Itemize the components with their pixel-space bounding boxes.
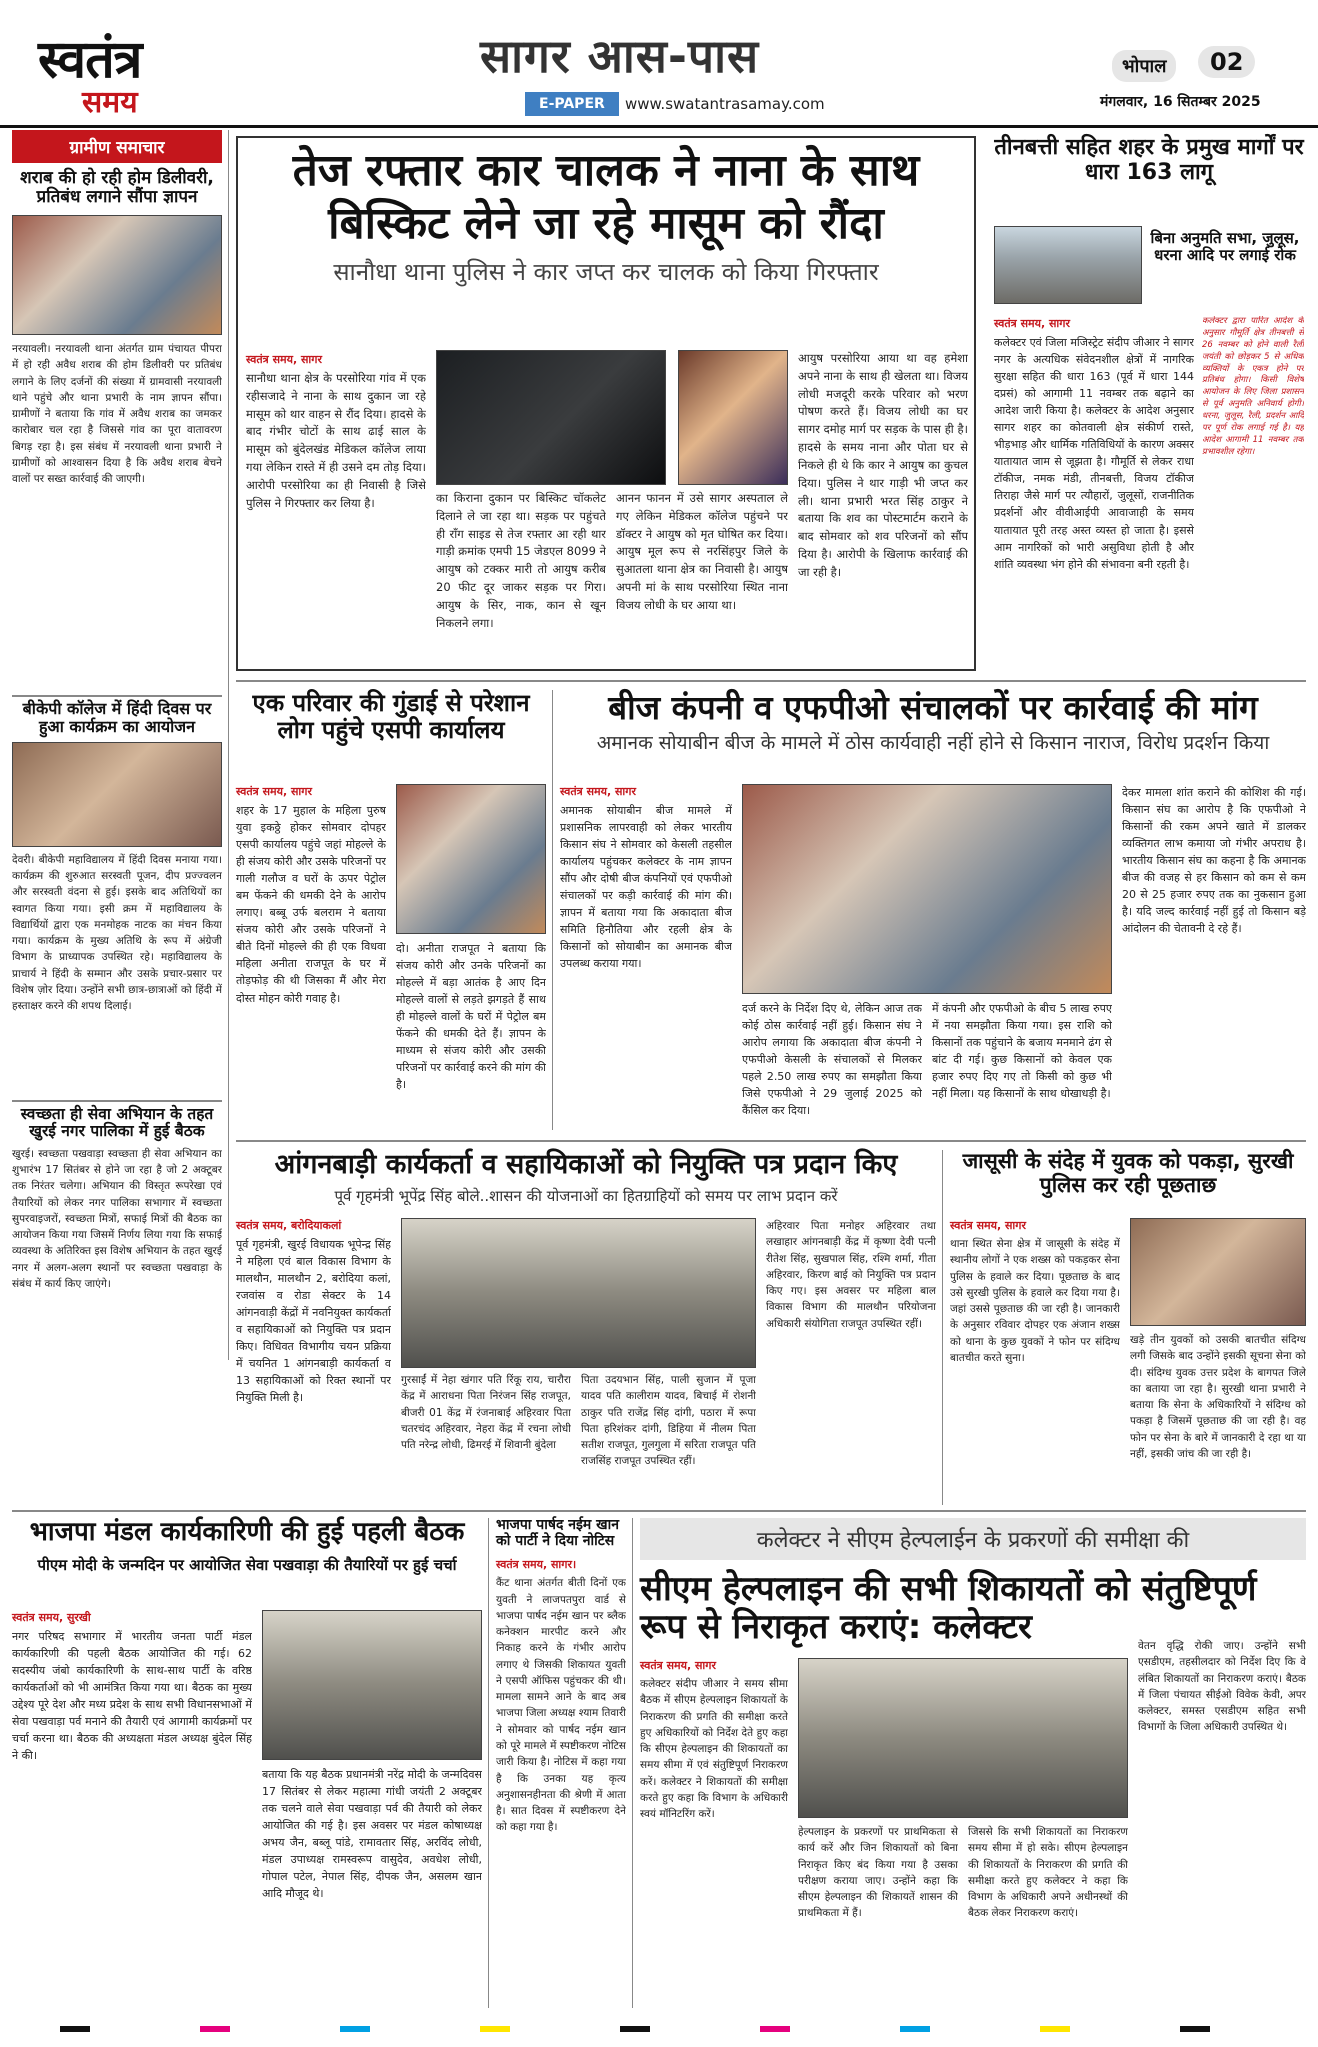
divider: [236, 1140, 1306, 1142]
section-title: सागर आस-पास: [480, 29, 760, 83]
byline: स्वतंत्र समय, सागर: [950, 1219, 1026, 1232]
section-tag: कलेक्टर ने सीएम हेल्पलाईन के प्रकरणों की समीक्षा की: [640, 1518, 1306, 1560]
headline: सीएम हेल्पलाइन की सभी शिकायतों को संतुष्टिपूर्ण रूप से निराकृत कराएं: कलेक्टर: [640, 1569, 1257, 1648]
accident-car-photo: [436, 350, 666, 485]
article-body: नरयावली। नरयावली थाना अंतर्गत ग्राम पंचायत पीपरा में हो रही अवैध शराब की होम डिलीवरी पर प्रतिबंध लगाने के लिए दर्जनों की संख्या में ग्रामवासी नरयावली थाने पहुंचे और थाना प्रभारी के नाम ज्ञापन सौंपा। ग्रामीणों ने बताया कि गांव में अवैध शराब का जमकर कारोबार चल रहा है जिससे गांव का पूरा वातावरण बिगड़ रहा है। इस संबंध में नरयावली थाना प्रभारी ने ग्रामीणों को आश्वासन दिया है कि अवैध शराब बेचने वालों पर सख्त कार्रवाई की जाएगी।: [12, 343, 222, 486]
councillor-notice-block: [496, 1518, 626, 2008]
byline: स्वतंत्र समय, सुरखी: [12, 1611, 91, 1624]
print-registration-strip: [0, 2012, 1318, 2047]
column-rule: [552, 690, 553, 1130]
article-body-col-1: सानौधा थाना क्षेत्र के परसोरिया गांव में एक रहीसजादे ने नाना के साथ दुकान जा रहे मासूम को थार वाहन से रौंद दिया। हादसे के बाद गंभीर चोटों के साथ ढाई साल के मासूम को बुंदेलखंड मेडिकल कॉलेज लाया गया लेकिन रास्ते में ही उसने दम तोड़ दिया। आरोपी परसोरिया का ही निवासी है जिसे पुलिस ने गिरफ्तार कर लिया है।: [246, 371, 426, 510]
byline: स्वतंत्र समय, सागर: [246, 353, 322, 366]
column-rule: [228, 130, 229, 1360]
protest-crowd-photo: [396, 784, 546, 934]
side-headline: बिना अनुमति सभा, जुलूस, धरना आदि पर लगाई रोक: [1150, 229, 1300, 264]
sp-office-block: [236, 690, 546, 1135]
anganwadi-block: [236, 1150, 936, 1505]
article-body-col-1: नगर परिषद सभागार में भारतीय जनता पार्टी मंडल कार्यकारिणी की पहली बैठक आयोजित की गई। 62 सदस्यीय जंबो कार्यकारिणी के साथ-साथ पार्टी के वरिष्ठ कार्यकर्ताओं को भी आमंत्रित किया गया था। बैठक का मुख्य उद्देश्य पूरे देश और मध्य प्रदेश के साथ सभी विधानसभाओं में सेवा पखवाड़ा पर्व मनाने की तैयारी एवं आगामी कार्यक्रमों पर चर्चा करना था। बैठक की अध्यक्षता मंडल अध्यक्ष बुंदेल सिंह ने की।: [12, 1630, 252, 1763]
article-body-col-2: दो। अनीता राजपूत ने बताया कि संजय कोरी और उनके परिजनों का मोहल्ले में बड़ा आतंक है आए दिन मोहल्ले वालों से लड़ते झगड़ते हैं साथ ही मोहल्ले वालों के घरों में पेट्रोल बम फेंकने की धमकी देते हैं। ज्ञापन के माध्यम से संजय कोरी और उसकी परिजनों पर कार्रवाई करने की मांग की है।: [396, 942, 546, 1092]
headline: आंगनबाड़ी कार्यकर्ता व सहायिकाओं को नियुक्ति पत्र प्रदान किए: [274, 1149, 898, 1180]
subheadline: सानौधा थाना पुलिस ने कार जप्त कर चालक को किया गिरफ्तार: [333, 257, 879, 286]
review-meeting-photo: [798, 1658, 1128, 1818]
website-link[interactable]: www.swatantrasamay.com: [625, 95, 825, 113]
divider: [236, 680, 1306, 682]
article-body-col-4: देकर मामला शांत कराने की कोशिश की गई। किसान संघ का आरोप है कि एफपीओ ने किसानों की रकम अपने खाते में डालकर व्यक्तिगत लाभ कमाया जो गंभीर अपराध है। भारतीय किसान संघ का कहना है कि अमानक बीज की वजह से हर किसान को कम से कम 20 से 25 हजार रुपए तक का नुकसान हुआ है। यदि जल्द कार्रवाई नहीं हुई तो किसान बड़े आंदोलन की चेतावनी दे रहे हैं।: [1122, 786, 1306, 936]
article-body-col-2: दर्ज करने के निर्देश दिए थे, लेकिन आज तक कोई ठोस कार्रवाई नहीं हुई। किसान संघ ने आरोप लगाया कि अकादाता बीज कंपनी ने एफपीओ केसली के संचालकों से मिलकर पहले 2.50 लाख रुपए का समझौता किया जिसे एफपीओ ने 29 जुलाई 2025 को कैंसिल कर दिया।: [742, 1002, 922, 1118]
issue-date: मंगलवार, 16 सितम्बर 2025: [1100, 94, 1261, 110]
subheadline: अमानक सोयाबीन बीज के मामले में ठोस कार्यवाही नहीं होने से किसान नाराज, विरोध प्रदर्शन किया: [596, 731, 1270, 754]
byline: स्वतंत्र समय, सागर: [560, 785, 636, 798]
column-rule: [632, 1518, 633, 2008]
article-body-col-1: कलेक्टर संदीप जीआर ने समय सीमा बैठक में सीएम हेल्पलाइन शिकायतों के निराकरण की प्रगति की समीक्षा करते हुए अधिकारियों को निर्देश देते हुए कहा कि सीएम हेल्पलाइन की शिकायतों का समय सीमा में एवं संतुष्टिपूर्ण निराकरण करें। कलेक्टर ने शिकायतों की समीक्षा करते हुए कहा कि विभाग के अधिकारी स्वयं मॉनिटरिंग करें।: [640, 1678, 788, 1821]
rural-news-block: [12, 130, 222, 686]
byline: स्वतंत्र समय, सागर।: [496, 1558, 577, 1572]
section-tag: ग्रामीण समाचार: [12, 130, 222, 163]
byline: स्वतंत्र समय, सागर: [236, 785, 312, 798]
logo-bottom-text: समय: [82, 85, 138, 120]
article-body-col-2: खड़े तीन युवकों को उसकी बातचीत संदिग्ध लगी जिसके बाद उन्होंने इसकी सूचना सेना को दी। संदिग्ध युवक उत्तर प्रदेश के बागपत जिले का बताया जा रहा है। सुरखी थाना प्रभारी ने बताया कि सेना के अधिकारियों ने संदिग्ध को पकड़ा है जिसमें पूछताछ की जा रही है। वह फोन पर सेना के बारे में जानकारी दे रहा था या नहीं, इसकी जांच की जा रही है।: [1130, 1334, 1306, 1460]
divider: [12, 695, 222, 697]
masthead: [0, 0, 1318, 128]
byline: स्वतंत्र समय, सागर: [640, 1659, 716, 1672]
victim-child-photo: [678, 350, 788, 485]
article-body-col-3: पिता उदयभान सिंह, पाली सुजान में पूजा यादव पति कालीराम यादव, बिचाई में रोशनी ठाकुर पति राजेंद्र सिंह दांगी, पठारा में रूपा पिता हरिशंकर दांगी, डिहिया में नीलम पिता सतीश राजपूत, गुलगुला में सरिता राजपूत पति राजसिंह राजपूत उपस्थित रहीं।: [581, 1374, 756, 1468]
article-body-col-4: आयुष परसोरिया आया था वह हमेशा अपने नाना के साथ ही खेलता था। विजय लोधी मजदूरी करके परिवार को भरण पोषण करते हैं। विजय लोधी का घर सागर दमोह मार्ग पर सड़क के पास ही है। हादसे के समय नाना और पोता घर से निकले ही थे कि कार ने आयुष का कुचल दिया। पुलिस ने थार गाड़ी भी जप्त कर ली। थाना प्रभारी भरत सिंह ठाकुर ने बताया कि शव का पोस्टमार्टम कराने के बाद सोमवार को शव परिजनों को सौंप दिया है। आरोपी के खिलाफ कार्रवाई की जा रही है।: [798, 351, 968, 579]
headline: स्वच्छता ही सेवा अभियान के तहत खुरई नगर पालिका में हुई बैठक: [20, 1105, 214, 1141]
headline: भाजपा पार्षद नईम खान को पार्टी ने दिया नोटिस: [496, 1517, 620, 1549]
order-note: कलेक्टर द्वारा पारित आदेश के अनुसार गौमूर्ति क्षेत्र तीनबत्ती से 26 नवम्बर को होने वाली रैली जयंती को छोड़कर 5 से अधिक व्यक्तियों के एकत्र होने पर प्रतिबंध होगा। किसी विशेष आयोजन के लिए जिला प्रशासन से पूर्व अनुमति अनिवार्य होगी। धरना, जुलूस, रैली, प्रदर्शन आदि पर पूर्ण रोक लगाई गई है। यह आदेश आगामी 11 नवम्बर तक प्रभावशील रहेगा।: [1202, 316, 1304, 457]
market-street-photo: [994, 226, 1142, 304]
page-number: 02: [1198, 46, 1255, 78]
article-body: देवरी। बीकेपी महाविद्यालय में हिंदी दिवस मनाया गया। कार्यक्रम की शुरुआत सरस्वती पूजन, दीप प्रज्ज्वलन और सरस्वती वंदना से हुई। इसके बाद अतिथियों का स्वागत किया गया। इसी क्रम में महाविद्यालय के विद्यार्थियों द्वारा एक मनमोहक नाटक का मंचन किया गया। कार्यक्रम के मुख्य अतिथि के रूप में अंग्रेजी विभाग के प्राध्यापक उपस्थित रहे। महाविद्यालय के प्राचार्य ने हिंदी के सम्मान और उसके प्रचार-प्रसार पर विशेष ज़ोर दिया। उन्होंने सभी छात्र-छात्राओं को हिंदी में हस्ताक्षर करने की शपथ दिलाई।: [12, 853, 222, 1013]
police-station-photo: [1130, 1218, 1306, 1326]
subheadline: पीएम मोदी के जन्मदिन पर आयोजित सेवा पखवाड़ा की तैयारियों पर हुई चर्चा: [37, 1556, 457, 1575]
headline-line-1: तेज रफ्तार कार चालक ने नाना के साथ: [292, 145, 920, 196]
article-body-col-3: में कंपनी और एफपीओ के बीच 5 लाख रुपए में नया समझौता किया गया। इस राशि को किसानों तक पहुंचाने के बजाय मनमाने ढंग से बांट दी गई। कुछ किसानों को केवल एक हजार रुपए दिए गए तो किसी को कुछ भी नहीं मिला। यह किसानों के साथ धोखाधड़ी है।: [932, 1002, 1112, 1101]
spy-suspect-block: [950, 1150, 1306, 1505]
article-body-col-3: जिससे कि सभी शिकायतों का निराकरण समय सीमा में हो सके। सीएम हेल्पलाइन की शिकायतों के निराकरण की प्रगति की समीक्षा करते हुए कलेक्टर ने कहा कि विभाग के अधिकारी अपने अधीनस्थों की बैठक लेकर निराकरण कराएं।: [968, 1826, 1128, 1920]
swachhta-news-block: [12, 1106, 222, 1381]
column-rule: [942, 1150, 943, 1505]
article-body: खुरई। स्वच्छता पखवाड़ा स्वच्छता ही सेवा अभियान का शुभारंभ 17 सितंबर से होने जा रहा है जो 2 अक्टूबर तक निरंतर चलेगा। अभियान की विस्तृत रूपरेखा एवं तैयारियों को लेकर नगर पालिका सभागार में स्वच्छता सुपरवाइजरों, स्वच्छता मित्रों, सफाई मित्रों की बैठक का आयोजन किया गया जिसमें निर्णय लिया गया कि सफाई व्यवस्था के अतिरिक्त इस विशेष अभियान के तहत खुरई नगर में अलग-अलग स्थानों पर स्वच्छता पखवाड़ा के संबंध में कार्य किए जाएंगे।: [12, 1147, 222, 1290]
divider: [12, 1510, 1306, 1512]
headline: एक परिवार की गुंडाई से परेशान लोग पहुंचे एसपी कार्यालय: [252, 689, 530, 744]
headline: तीनबत्ती सहित शहर के प्रमुख मार्गों पर धारा 163 लागू: [994, 135, 1304, 185]
article-body-col-2: बताया कि यह बैठक प्रधानमंत्री नरेंद्र मोदी के जन्मदिवस 17 सितंबर से लेकर महात्मा गांधी जयंती 2 अक्टूबर तक चलने वाले सेवा पखवाड़ा पर्व की तैयारी को लेकर आयोजित की गई है। इस अवसर पर मंडल कोषाध्यक्ष अभय जैन, बब्लू पांडे, रामावतार सिंह, अरविंद लोधी, मंडल उपाध्यक्ष रामस्वरूप वासुदेव, अवधेश लोधी, गोपाल पटेल, नेपाल सिंह, दीपक जैन, असलम खान आदि मौजूद थे।: [262, 1768, 482, 1901]
article-body-col-1: पूर्व गृहमंत्री, खुरई विधायक भूपेन्द्र सिंह ने महिला एवं बाल विकास विभाग के मालथौन, मालथौन 2, बरोदिया कलां, रजवांस व रोडा सेक्टर के 14 आंगनवाड़ी केंद्रों में नवनियुक्त कार्यकर्ता व सहायिकाओं को नियुक्ति पत्र प्रदान किए। विधिवत विभागीय चयन प्रक्रिया में चयनित 1 आंगनबाड़ी कार्यकर्ता व 13 सहायिकाओं को रिक्त स्थानों पर नियुक्ति मिली है।: [236, 1238, 391, 1405]
headline-line-2: बिस्किट लेने जा रहे मासूम को रौंदा: [328, 198, 884, 250]
seed-company-block: [560, 690, 1306, 1135]
article-body-col-1: अमानक सोयाबीन बीज मामले में प्रशासनिक लापरवाही को लेकर भारतीय किसान संघ ने सोमवार को केसली तहसील कार्यालय पहुंचकर कलेक्टर के नाम ज्ञापन सौंप और दोषी बीज कंपनियों एवं एफपीओ संचालकों पर कड़ी कार्रवाई की मांग की। ज्ञापन में बताया गया कि अकादाता बीज समिति हिनौतिया और रहली क्षेत्र के किसानों को सोयाबीन का अमानक बीज उपलब्ध कराया गया।: [560, 804, 732, 971]
top-story-box: [236, 136, 976, 671]
appointment-ceremony-photo: [401, 1218, 756, 1368]
bjp-mandal-block: [12, 1518, 482, 2008]
byline: स्वतंत्र समय, सागर: [994, 317, 1070, 330]
protest-photo: [12, 215, 222, 335]
headline: भाजपा मंडल कार्यकारिणी की हुई पहली बैठक: [29, 1517, 465, 1547]
college-news-block: [12, 700, 222, 1134]
headline: शराब की हो रही होम डिलीवरी, प्रतिबंध लगाने सौंपा ज्ञापन: [20, 168, 214, 208]
column-rule: [488, 1518, 489, 2008]
article-body-col-4: अहिरवार पिता मनोहर अहिरवार तथा लखाहार आंगनबाड़ी केंद्र में कृष्णा देवी पत्नी रीतेश सिंह, सुखपाल सिंह, रश्मि शर्मा, गीता अहिरवार, किरण बाई को नियुक्ति पत्र प्रदान किए गए। इस अवसर पर महिला बाल विकास विभाग की मालथौन परियोजना अधिकारी संयोगिता राजपूत उपस्थित रहीं।: [766, 1220, 936, 1330]
city-badge: भोपाल: [1112, 50, 1176, 82]
article-body-col-1: शहर के 17 मुहाल के महिला पुरुष युवा इकठ्ठे होकर सोमवार दोपहर एसपी कार्यालय पहुंचे जहां मोहल्ले के ही संजय कोरी और उसके परिजनों पर गाली गलौज व घरों के ऊपर पेट्रोल बम फेंकने की धमकी देने के आरोप लगाए। बब्बू उर्फ बलराम ने बताया संजय कोरी और उसके परिजनों ने बीते दिनों मोहल्ले की ही एक विधवा महिला अनीता राजपूत के घर में तोड़फोड़ की थी जिसका मैं और मेरा दोस्त मोहन कोरी गवाह है।: [236, 804, 386, 1005]
party-meeting-photo: [262, 1610, 482, 1760]
divider: [12, 1100, 222, 1102]
headline: बीकेपी कॉलेज में हिंदी दिवस पर हुआ कार्यक्रम का आयोजन: [22, 699, 212, 736]
farmers-protest-photo: [742, 784, 1112, 994]
article-body-col-3: आनन फानन में उसे सागर अस्पताल ले गए लेकिन मेडिकल कॉलेज पहुंचने पर डॉक्टर ने आयुष को मृत घोषित कर दिया। आयुष मूल रूप से नरसिंहपुर जिले के सुआतला थाना क्षेत्र का निवासी है। आयुष अपनी मां के साथ परसोरिया स्थित नाना विजय लोधी के घर आया था।: [616, 491, 788, 612]
byline: स्वतंत्र समय, बरोदियाकलां: [236, 1219, 342, 1232]
article-body-col-2: का किराना दुकान पर बिस्किट चॉकलेट दिलाने ले जा रहा था। सड़क पर पहुंचते ही रॉंग साइड से तेज रफ्तार आ रही थार गाड़ी क्रमांक एमपी 15 जेडएल 8099 ने आयुष को टक्कर मारी तो आयुष करीब 20 फीट दूर जाकर सड़क पर गिरा। आयुष के सिर, नाक, कान से खून निकलने लगा।: [436, 491, 606, 630]
event-photo: [12, 742, 222, 847]
article-body-col-1: थाना स्थित सेना क्षेत्र में जासूसी के संदेह में स्थानीय लोगों ने एक शख्स को पकड़कर सेना पुलिस के हवाले कर दिया। पूछताछ के बाद उसे सुरखी पुलिस के हवाले कर दिया गया है। जहां उससे पूछताछ की जा रही है। जानकारी के अनुसार रविवार दोपहर एक अंजान शख्स को थाना के कुछ युवकों ने फोन पर संदिग्ध बातचीत करते सुना।: [950, 1238, 1120, 1364]
dhara-163-block: [994, 136, 1304, 671]
headline: बीज कंपनी व एफपीओ संचालकों पर कार्रवाई की मांग: [608, 688, 1258, 727]
subheadline: पूर्व गृहमंत्री भूपेंद्र सिंह बोले..शासन की योजनाओं का हितग्राहियों को समय पर लाभ प्रदान करें: [334, 1187, 838, 1206]
cm-helpline-block: [640, 1518, 1306, 2008]
headline: जासूसी के संदेह में युवक को पकड़ा, सुरखी पुलिस कर रही पूछताछ: [962, 1149, 1294, 1197]
article-body-col-2: गुरसाईं में नेहा खंगार पति रिंकू राय, चारौरा केंद्र में आराधना पिता निरंजन सिंह राजपूत, बीजरी 01 केंद्र में रंजनाबाई अहिरवार पिता चतरचंद अहिरवार, नेहरा केंद्र में रचना लोधी पति नरेन्द्र लोधी, ढिमरई में शिवानी बुंदेला: [401, 1374, 571, 1452]
logo-top-text: स्वतंत्र: [38, 30, 142, 90]
article-body: कलेक्टर एवं जिला मजिस्ट्रेट संदीप जीआर ने सागर नगर के अत्यधिक संवेदनशील क्षेत्रों में नागरिक सुरक्षा सहित की धारा 163 (पूर्व में धारा 144 दप्रसं) को आगामी 11 नवम्बर तक बढ़ाने का आदेश जारी किया है। कलेक्टर के आदेश अनुसार सागर शहर का कोतवाली क्षेत्र संकीर्ण रास्ते, भीड़भाड़ और धार्मिक गतिविधियों के कारण अक्सर यातायात जाम से जूझता है। गौमूर्ति से लेकर राधा टॉकीज, नमक मंडी, तीनबत्ती, विजय टॉकीज तिराहा जैसे मार्ग पर त्यौहारों, जुलूसों, राजनीतिक प्रदर्शनों और वीवीआईपी आवाजाही के समय यातायात पूरी तरह अस्त व्यस्त हो जाता है। इससे आम नागरिकों को भारी असुविधा होती है और शांति व्यवस्था भंग होने की संभावना बनी रहती है।: [994, 336, 1194, 571]
epaper-badge: E-PAPER: [525, 92, 619, 116]
article-body: कैंट थाना अंतर्गत बीती दिनों एक युवती ने लाजपतपुरा वार्ड से भाजपा पार्षद नईम खान पर ब्लैक कनेक्शन मारपीट करने और निकाह करने के गंभीर आरोप लगाए थे जिसकी शिकायत युवती ने एसपी ऑफिस पहुंचकर की थी। मामला सामने आने के बाद अब भाजपा जिला अध्यक्ष श्याम तिवारी ने सोमवार को पार्षद नईम खान को पूरे मामले में स्पष्टीकरण नोटिस जारी किया है। नोटिस में कहा गया है कि उनका यह कृत्य अनुशासनहीनता की श्रेणी में आता है। सात दिवस में स्पष्टीकरण देने को कहा गया है।: [496, 1577, 626, 1834]
article-body-col-2: हेल्पलाइन के प्रकरणों पर प्राथमिकता से कार्य करें और जिन शिकायतों को बिना निराकृत किए बंद किया गया है उसका परीक्षण कराया जाए। उन्होंने कहा कि सीएम हेल्पलाइन की शिकायतें शासन की प्राथमिकता में हैं।: [798, 1826, 958, 1920]
article-body-col-4: वेतन वृद्धि रोकी जाए। उन्होंने सभी एसडीएम, तहसीलदार को निर्देश दिए कि वे लंबित शिकायतों का निराकरण कराएं। बैठक में जिला पंचायत सीईओ विवेक केवी, अपर कलेक्टर, समस्त एसडीएम सहित सभी विभागों के जिला अधिकारी उपस्थित थे।: [1138, 1640, 1306, 1734]
